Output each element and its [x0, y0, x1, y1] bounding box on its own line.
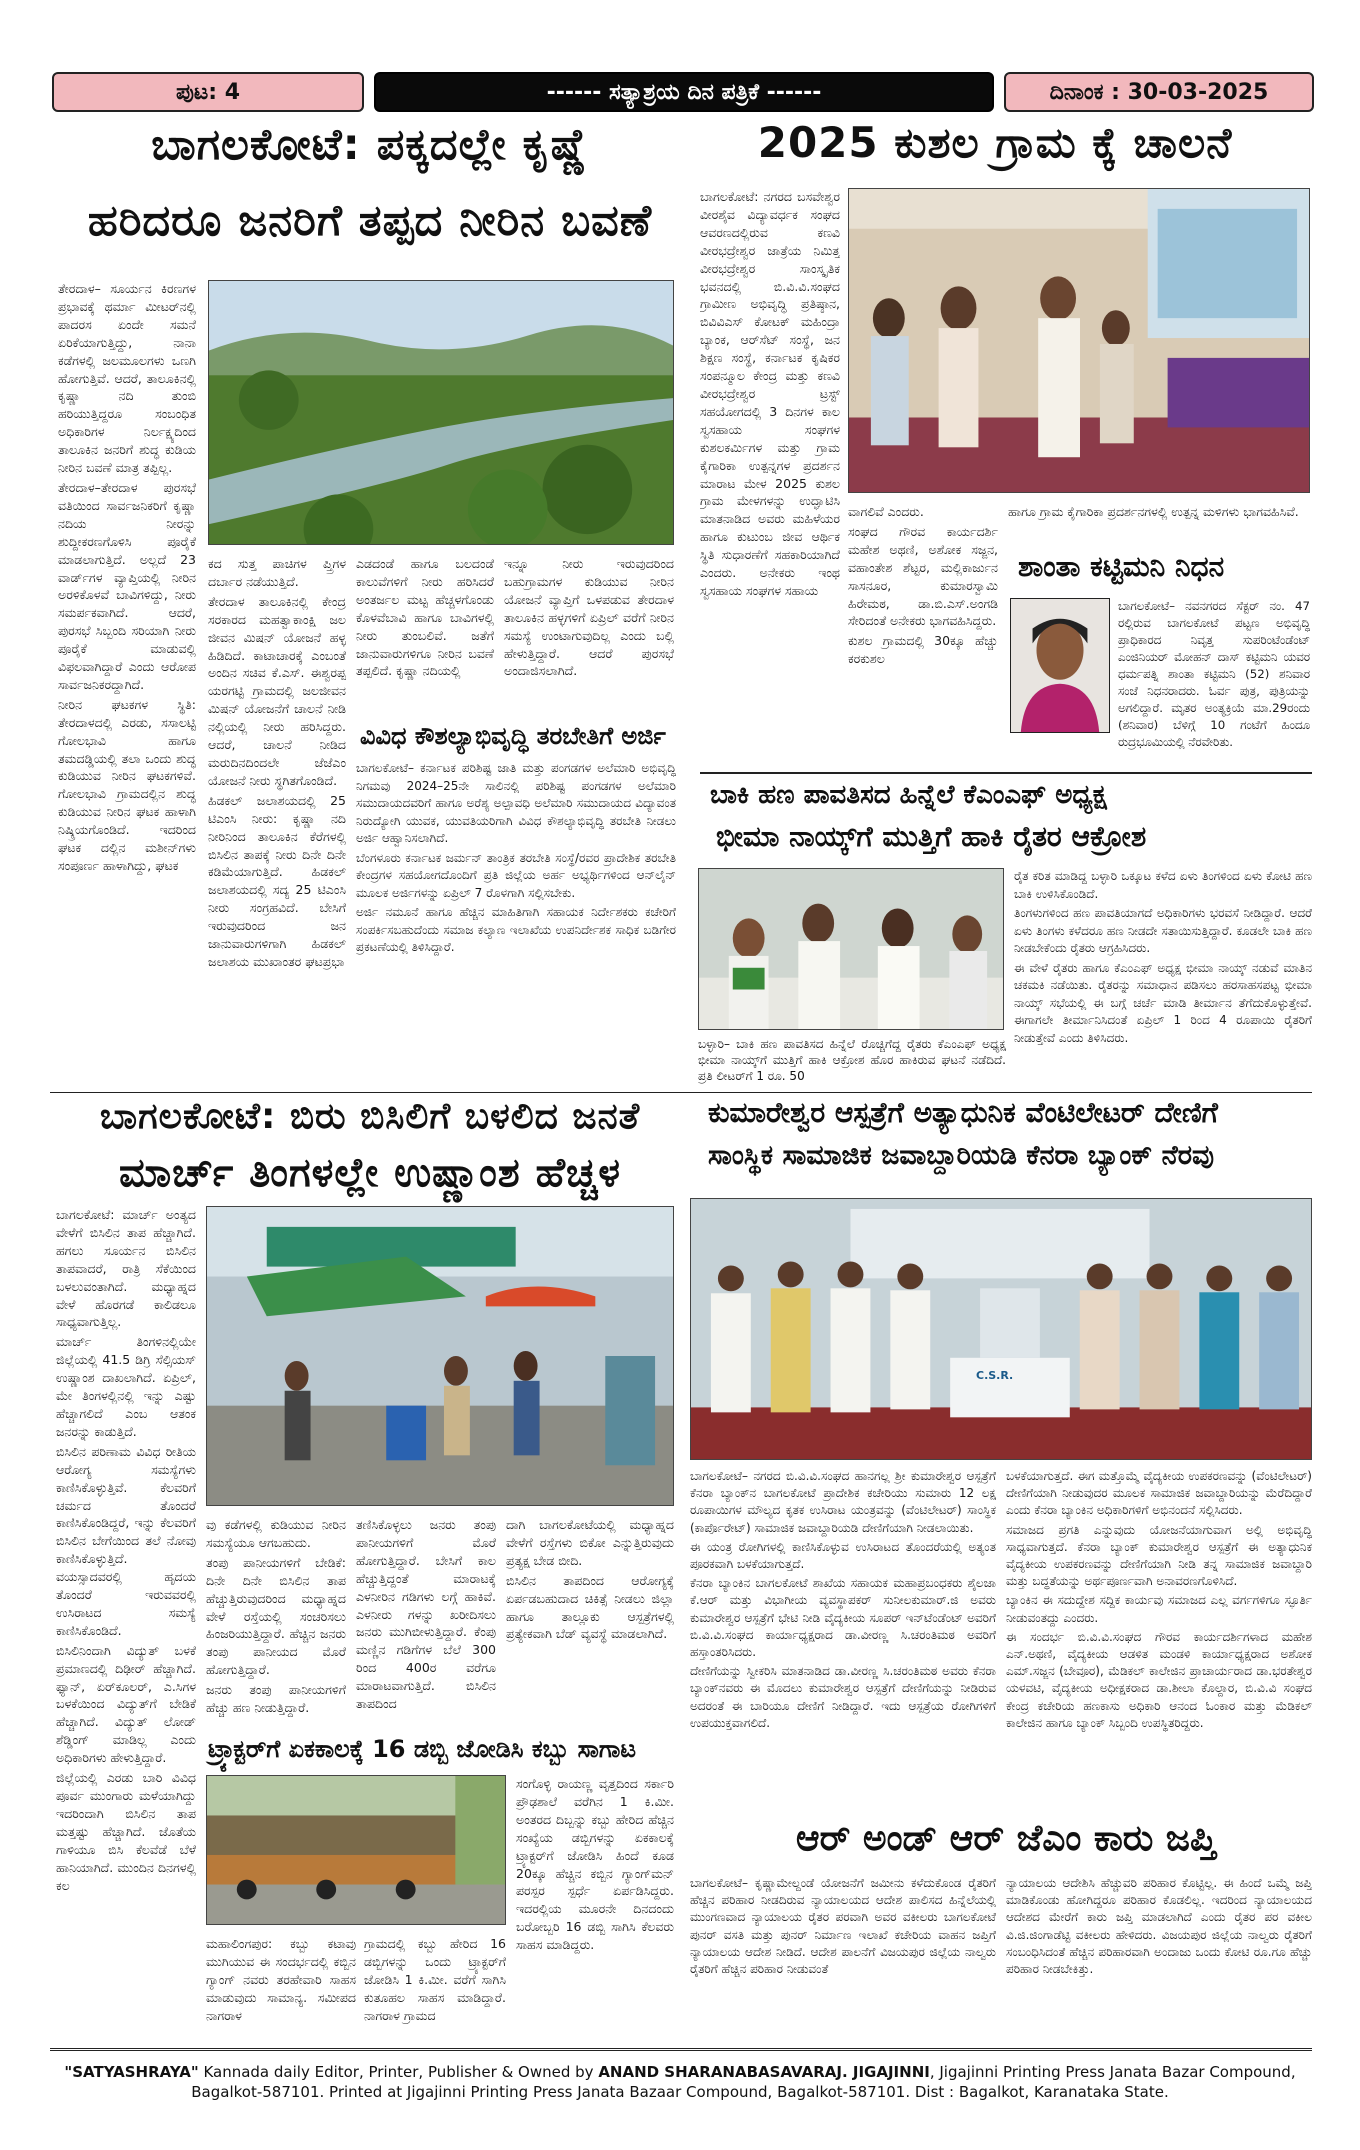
river-photo: [208, 280, 674, 545]
imprint-footer: [60, 2062, 1300, 2102]
page-number-box: [52, 72, 364, 112]
krishna-column-4: [504, 555, 674, 710]
ventilator-headline-2: ಸಾಂಸ್ಥಿಕ ಸಾಮಾಜಿಕ ಜವಾಬ್ದಾರಿಯಡಿ ಕೆನರಾ ಬ್ಯಾಂಕ್ ನೆರವು: [708, 1140, 1215, 1171]
ventilator-c2-p4: ಈ ಸಂದರ್ಭ ಬಿ.ವಿ.ವಿ.ಸಂಘದ ಗೌರವ ಕಾರ್ಯದರ್ಶಿಗಳಾದ ಮಹೇಶ ಎನ್.ಅಥಣಿ, ವೈದ್ಯಕೀಯ ಆಡಳಿತ ಮಂಡಳಿ ಕಾರ್ಯಾಧ್ಯಕ್ಷರಾದ ಅಶೋಕ ಎಮ್.ಸಜ್ಜನ (ಬೇವೂರ), ಮೆಡಿಕಲ್ ಕಾಲೇಜಿನ ಪ್ರಾಚಾರ್ಯರಾದ ಡಾ.ಭರತೇಶ್ವರ ಯಳವಟಿ, ವೈದ್ಯಕೀಯ ಅಧೀಕ್ಷಕರಾದ ಡಾ.ಶೀಲಾ ಕೊಲ್ದಾರ, ಬಿ.ವಿ.ವಿ ಸಂಘದ ಕೇಂದ್ರ ಕಚೇರಿಯ ಹಣಕಾಸು ಅಧಿಕಾರಿ ಆನಂದ ಓಂಕಾರ ಮತ್ತು ಮೆಡಿಕಲ್ ಕಾಲೇಜಿನ ಹಾಗೂ ಬ್ಯಾಂಕ್ ಸಿಬ್ಬಂದಿ ಉಪಸ್ಥಿತರಿದ್ದರು.: [1006, 1629, 1312, 1730]
heat-c2-p3: ಜನರು ತಂಪು ಪಾನೀಯಗಳಿಗೆ ಹೆಚ್ಚು ಹಣ ನೀಡುತ್ತಿದ್ದಾರೆ.: [206, 1682, 346, 1716]
tractor-photo: [206, 1775, 506, 1925]
ventilator-c2-p1: ಬಳಕೆಯಾಗುತ್ತದೆ. ಈಗ ಮತ್ತೊಮ್ಮೆ ವೈದ್ಯಕೀಯ ಉಪಕರಣವನ್ನು (ವೆಂಟಿಲೇಟರ್) ದೇಣಿಗೆಯಾಗಿ ನೀಡುವುದರ ಮೂಲಕ ಸಾಮಾಜಿಕ ಜವಾಬ್ದಾರಿಯನ್ನು ಮೆರೆದಿದ್ದಾರೆ ಎಂದು ಕೆನರಾ ಬ್ಯಾಂಕಿನ ಅಧಿಕಾರಿಗಳಿಗೆ ಅಭಿನಂದನೆ ಸಲ್ಲಿಸಿದರು.: [1006, 1469, 1312, 1518]
ventilator-column-1: [690, 1468, 996, 1808]
kmf-p2: ತಿಂಗಳುಗಳಿಂದ ಹಣ ಪಾವತಿಯಾಗದೆ ಅಧಿಕಾರಿಗಳು ಭರವಸೆ ನೀಡಿದ್ದಾರೆ. ಆದರೆ ಏಳು ತಿಂಗಳು ಕಳೆದರೂ ಹಣ ನೀಡದೇ ಸತಾಯಿಸುತ್ತಿದ್ದಾರೆ. ಕೂಡಲೇ ಬಾಕಿ ಹಣ ನೀಡಬೇಕೆಂದು ರೈತರು ಆಗ್ರಹಿಸಿದರು.: [1014, 906, 1312, 955]
exhibition-photo: [848, 188, 1310, 493]
kmf-headline-2: ಭೀಮಾ ನಾಯ್ಕ್‌ಗೆ ಮುತ್ತಿಗೆ ಹಾಕಿ ರೈತರ ಆಕ್ರೋಶ: [716, 820, 1147, 853]
kmf-caption: [698, 1036, 1006, 1088]
kmf-headline-1: ಬಾಕಿ ಹಣ ಪಾವತಿಸದ ಹಿನ್ನೆಲೆ ಕೆಎಂಎಫ್ ಅಧ್ಯಕ್ಷ: [710, 780, 1107, 810]
kmf-caption-text: ಬಳ್ಳಾರಿ– ಬಾಕಿ ಹಣ ಪಾವತಿಸದ ಹಿನ್ನೆಲೆ ರೊಚ್ಚಿಗೆದ್ದ ರೈತರು ಕೆಎಂಎಫ್ ಅಧ್ಯಕ್ಷ ಭೀಮಾ ನಾಯ್ಕ್‌ಗೆ ಮುತ್ತಿಗೆ ಹಾಕಿ ಆಕ್ರೋಶ ಹೊರ ಹಾಕಿರುವ ಘಟನೆ ನಡೆದಿದೆ. ಪ್ರತಿ ಲೀಟರ್‌ಗೆ 1 ರೂ. 50: [698, 1037, 1006, 1083]
kmf-p3: ಈ ವೇಳೆ ರೈತರು ಹಾಗೂ ಕೆಎಂಎಫ್ ಅಧ್ಯಕ್ಷ ಭೀಮಾ ನಾಯ್ಕ್ ನಡುವೆ ಮಾತಿನ ಚಕಮಕಿ ನಡೆಯಿತು. ರೈತರನ್ನು ಸಮಾಧಾನ ಪಡಿಸಲು ಹರಸಾಹಸಪಟ್ಟ ಭೀಮಾ ನಾಯ್ಕ್ ಸಭೆಯಲ್ಲಿ ಈ ಬಗ್ಗೆ ಚರ್ಚೆ ಮಾಡಿ ತೀರ್ಮಾನ ತೆಗೆದುಕೊಳ್ಳುತ್ತೇವೆ. ಈಗಾಗಲೇ ತೀರ್ಮಾನಿಸಿದಂತೆ ಏಪ್ರಿಲ್ 1 ರಿಂದ 4 ರೂಪಾಯಿ ರೈತರಿಗೆ ನೀಡುತ್ತೇವೆ ಎಂದು ತಿಳಿಸಿದರು.: [1014, 960, 1312, 1045]
masthead-box: [374, 72, 994, 112]
heat-c1-p1: ಬಾಗಲಕೋಟೆ: ಮಾರ್ಚ್ ಅಂತ್ಯದ ವೇಳೆಗೆ ಬಿಸಿಲಿನ ತಾಪ ಹೆಚ್ಚಾಗಿದೆ. ಹಗಲು ಸೂರ್ಯನ ಬಿಸಿಲಿನ ತಾಪವಾದರೆ, ರಾತ್ರಿ ಸೆಕೆಯಿಂದ ಬಳಲುವಂತಾಗಿದೆ. ಮಧ್ಯಾಹ್ನದ ವೇಳೆ ಹೊರಗಡೆ ಕಾಲಿಡಲೂ ಸಾಧ್ಯವಾಗುತ್ತಿಲ್ಲ.: [56, 1207, 196, 1330]
krishna-c4-p1: ಇನ್ನೂ ನೀರು ಇರುವುದರಿಂದ ಬಹುಗ್ರಾಮಗಳ ಕುಡಿಯುವ ನೀರಿನ ಯೋಜನೆ ವ್ಯಾಪ್ತಿಗೆ ಒಳಪಡುವ ತೇರದಾಳ ತಾಲೂಕಿನ ಹಳ್ಳಗಳಿಗೆ ಏಪ್ರಿಲ್ ವರೆಗೆ ನೀರಿನ ಸಮಸ್ಯೆ ಉಂಟಾಗುವುದಿಲ್ಲ ಎಂದು ಬಲ್ಲಿ ಹೇಳುತ್ತಿದ್ದಾರೆ. ಆದರೆ ಪುರಸಭೆ ಅಂದಾಜಿಸಲಾಗಿದೆ.: [504, 556, 674, 679]
imprint-text-a: Kannada daily Editor, Printer, Publisher & Owned by: [198, 2063, 599, 2081]
heat-headline-2: ಮಾರ್ಚ್ ತಿಂಗಳಲ್ಲೇ ಉಷ್ಣಾಂಶ ಹೆಚ್ಚಳ: [119, 1150, 621, 1196]
masthead-title: ------ ಸತ್ಯಾಶ್ರಯ ದಿನ ಪತ್ರಿಕೆ ------: [546, 79, 822, 105]
ventilator-column-2: [1006, 1468, 1312, 1808]
krishna-headline-2: ಹರಿದರೂ ಜನರಿಗೆ ತಪ್ಪದ ನೀರಿನ ಬವಣೆ: [87, 196, 653, 246]
obituary-headline: ಶಾಂತಾ ಕಟ್ಟಿಮನಿ ನಿಧನ: [1018, 550, 1225, 583]
imprint-line-2: Bagalkot-587101. Printed at Jigajinni Printing Press Janata Bazaar Compound, Bagalkot-587101. Dist : Bagalkot, Karanataka State.: [191, 2083, 1169, 2101]
footer-rule: [50, 2048, 1312, 2051]
tractor-text-3: ಗ್ರಾಮದಲ್ಲಿ ಕಬ್ಬು ಹೇರಿದ 16 ಡಬ್ಬಿಗಳನ್ನು ಒಂದು ಟ್ರ್ಯಾಕ್ಟರ್‌ಗೆ ಜೋಡಿಸಿ 1 ಕಿ.ಮೀ. ವರೆಗೆ ಸಾಗಿಸಿ ಕುತೂಹಲ ಸಾಹಸ ಮಾಡಿದ್ದಾರೆ. ನಾಗರಾಳ ಗ್ರಾಮದ: [364, 1936, 506, 2023]
ventilator-headline-1: ಕುಮಾರೇಶ್ವರ ಆಸ್ಪತ್ರೆಗೆ ಅತ್ಯಾಧುನಿಕ ವೆಂಟಿಲೇಟರ್ ದೇಣಿಗೆ: [708, 1096, 1218, 1129]
ventilator-c1-p2: ಈ ಯಂತ್ರ ರೋಗಿಗಳಲ್ಲಿ ಕಾಣಿಸಿಕೊಳ್ಳುವ ಉಸಿರಾಟದ ತೊಂದರೆಯಲ್ಲಿ ಅತ್ಯಂತ ಪೂರಕವಾಗಿ ಬಳಕೆಯಾಗುತ್ತದೆ.: [690, 1539, 996, 1572]
tractor-column-right: [516, 1775, 674, 2025]
obituary-body: [1118, 598, 1310, 768]
krishna-column-1: [58, 280, 196, 980]
obituary-portrait: [1010, 598, 1110, 733]
skill-p3: ಅರ್ಜಿ ನಮೂನೆ ಹಾಗೂ ಹೆಚ್ಚಿನ ಮಾಹಿತಿಗಾಗಿ ಸಹಾಯಕ ನಿರ್ದೇಶಕರು ಕಚೇರಿಗೆ ಸಂಪರ್ಕಿಸಬಹುದೆಂದು ಸಮಾಜ ಕಲ್ಯಾಣ ಇಲಾಖೆಯ ಉಪನಿರ್ದೇಶಕ ಸಾಧಿಕ ಬಡಿಗೇರ ಪ್ರಕಟಣೆಯಲ್ಲಿ ತಿಳಿಸಿದ್ದಾರೆ.: [356, 905, 676, 954]
rrjm-c2-text: ನ್ಯಾಯಾಲಯ ಆದೇಶಿಸಿ ಹೆಚ್ಚುವರಿ ಪರಿಹಾರ ಕೊಟ್ಟಿಲ್ಲ. ಈ ಹಿಂದೆ ಒಮ್ಮೆ ಜಪ್ತಿ ಮಾಡಿಕೊಂಡು ಹೋಗಿದ್ದರೂ ಪರಿಹಾರ ಕೊಡಲಿಲ್ಲ. ಇದರಿಂದ ನ್ಯಾಯಾಲಯದ ಆದೇಶದ ಮೇರೆಗೆ ಕಾರು ಜಪ್ತಿ ಮಾಡಲಾಗಿದೆ ಎಂದು ರೈತರ ಪರ ವಕೀಲ ವಿ.ಜಿ.ಜಿಂಗಾಡೆಟ್ಟಿ ವಕೀಲರು ಹೇಳಿದರು. ವಿಜಯಪುರ ಜಿಲ್ಲೆಯ ನಾಲ್ವರು ರೈತರಿಗೆ ಸಂಬಂಧಿಸಿದಂತೆ ಹೆಚ್ಚಿನ ಪರಿಹಾರವಾಗಿ ಅಂದಾಜು ಒಂದು ಕೋಟಿ ರೂ.ಗೂ ಹೆಚ್ಚು ಪರಿಹಾರ ನೀಡಬೇಕಿತ್ತು.: [1006, 1876, 1312, 1977]
rrjm-headline: ಆರ್ ಅಂಡ್ ಆರ್ ಜೆಎಂ ಕಾರು ಜಪ್ತಿ: [795, 1818, 1217, 1859]
csr-banner: C.S.R.: [976, 1369, 1014, 1382]
rrjm-column-1: [690, 1875, 996, 2035]
tractor-column-2: [364, 1935, 506, 2025]
heat-headline-1: ಬಾಗಲಕೋಟೆ: ಬಿರು ಬಿಸಿಲಿಗೆ ಬಳಲಿದ ಜನತೆ: [99, 1096, 641, 1137]
krishna-c1-p1: ತೇರದಾಳ– ಸೂರ್ಯನ ಕಿರಣಗಳ ಪ್ರಭಾವಕ್ಕೆ ಥರ್ಮಾ ಮೀಟರ್‌ನಲ್ಲಿ ಪಾದರಸ ಏಂದೇ ಸಮನೆ ಏರಿಕೆಯಾಗುತ್ತಿದ್ದು, ನಾನಾ ಕಡೆಗಳಲ್ಲಿ ಜಲಮೂಲಗಳು ಒಣಗಿ ಹೋಗುತ್ತಿವೆ. ಆದರೆ, ತಾಲೂಕಿನಲ್ಲಿ ಕೃಷ್ಣಾ ನದಿ ತುಂಬಿ ಹರಿಯುತ್ತಿದ್ದರೂ ಸಂಬಂಧಿತ ಅಧಿಕಾರಿಗಳ ನಿರ್ಲಕ್ಷ್ಯದಿಂದ ತಾಲೂಕಿನ ಜನರಿಗೆ ಶುದ್ಧ ಕುಡಿಯ ನೀರಿನ ಬವಣೆ ಮಾತ್ರ ತಪ್ಪಿಲ್ಲ.: [58, 281, 196, 476]
krishna-column-2: [208, 555, 346, 980]
heat-column-4: [506, 1516, 674, 1731]
ventilator-c2-p2: ಸಮಾಜದ ಪ್ರಗತಿ ಎನ್ನುವುದು ಯೋಜನೆಯಾಗುವಾಗ ಅಲ್ಲಿ ಅಭಿವೃದ್ಧಿ ಸಾಧ್ಯವಾಗುತ್ತದೆ. ಕೆನರಾ ಬ್ಯಾಂಕ್ ಕುಮಾರೇಶ್ವರ ಆಸ್ಪತ್ರೆಗೆ ಈ ಅತ್ಯಾಧುನಿಕ ವೈದ್ಯಕೀಯ ಉಪಕರಣವನ್ನು ದೇಣಿಗೆಯಾಗಿ ನೀಡಿ ತನ್ನ ಸಾಮಾಜಿಕ ಜವಾಬ್ದಾರಿ ಮತ್ತು ಬದ್ಧತೆಯನ್ನು ಅರ್ಥಪೂರ್ಣವಾಗಿ ಅನಾವರಣಗೊಳಿಸಿದೆ.: [1006, 1522, 1312, 1589]
ventilator-c2-p3: ಬ್ಯಾಂಕಿನ ಈ ಸದುದ್ದೇಶ ಸದ್ದಿಕ ಕಾರ್ಯವು ಸಮಾಜದ ಎಲ್ಲ ವರ್ಗಗಳಿಗೂ ಸ್ಫೂರ್ತಿ ನೀಡುವಂತದ್ದು ಎಂದರು.: [1006, 1593, 1312, 1625]
heat-c2-p1: ವು ಕಡೆಗಳಲ್ಲಿ ಕುಡಿಯುವ ನೀರಿನ ಸಮಸ್ಯೆಯೂ ಆಗಬಹುದು.: [206, 1517, 346, 1550]
krishna-headline-1: ಬಾಗಲಕೋಟೆ: ಪಕ್ಕದಲ್ಲೇ ಕೃಷ್ಣೆ: [151, 120, 589, 170]
kushala-caption: [1008, 503, 1310, 539]
heat-c4-p1: ದಾಗಿ ಬಾಗಲಕೋಟೆಯಲ್ಲಿ ಮಧ್ಯಾಹ್ನದ ವೇಳೆಗೆ ರಸ್ತೆಗಳು ಬಿಕೋ ಎನ್ನುತ್ತಿರುವುದು ಪ್ರತ್ಯಕ್ಷ ಬೇಡ ಬೀದಿ.: [506, 1517, 674, 1568]
tractor-text-1: ಸಂಗೊಳ್ಳಿ ರಾಯಣ್ಣ ವೃತ್ತದಿಂದ ಸರ್ಕಾರಿ ಪ್ರೌಢಶಾಲೆ ವರೆಗಿನ 1 ಕಿ.ಮೀ. ಅಂತರದ ದಿಬ್ಬನ್ನು ಕಬ್ಬು ಹೇರಿದ ಹೆಚ್ಚಿನ ಸಂಖ್ಯೆಯ ಡಬ್ಬಿಗಳನ್ನು ಏಕಕಾಲಕ್ಕೆ ಟ್ರ್ಯಾಕ್ಟರ್‌ಗೆ ಜೋಡಿಸಿ ಹಿಂದೆ ಕೂಡ 20ಕ್ಕೂ ಹೆಚ್ಚಿನ ಕಬ್ಬಿನ ಗ್ಯಾಂಗ್‌ಮನ್‌ ಪರಸ್ಪರ ಸ್ಪರ್ಧೆ ಏರ್ಪಡಿಸಿದ್ದರು. ಇದರಲ್ಲಿಯ ಮೂರನೇ ದಿನದಂದು ಬರೋಬ್ಬರಿ 16 ಡಬ್ಬಿ ಸಾಗಿಸಿ ಕೆಲವರು ಸಾಹಸ ಮಾಡಿದ್ದರು.: [516, 1776, 674, 1953]
heat-c3-p1: ತಣಿಸಿಕೊಳ್ಳಲು ಜನರು ತಂಪು ಪಾನೀಯಗಳಿಗೆ ಮೊರೆ ಹೋಗುತ್ತಿದ್ದಾರೆ. ಬೇಸಿಗೆ ಕಾಲ ಹೆಚ್ಚುತ್ತಿದ್ದಂತೆ ಮಾರಾಟಕ್ಕೆ ಎಳನೀರಿನ ಗಡಿಗಳು ಲಗ್ಗೆ ಹಾಕಿವೆ. ಎಳನೀರು ಗಳನ್ನು ಖರೀದಿಸಲು ಜನರು ಮುಗಿಬೀಳುತ್ತಿದ್ದಾರೆ. ಕೆಂಪು ಮಣ್ಣಿನ ಗಡಿಗೆಗಳ ಬೆಲೆ 300 ರಿಂದ 400ರ ವರೆಗೂ ಮಾರಾಟವಾಗುತ್ತಿದೆ. ಬಿಸಿಲಿನ ತಾಪದಿಂದ: [356, 1517, 496, 1712]
rrjm-column-2: [1006, 1875, 1312, 2035]
kmf-p1: ರೈತ ಕರಿತ ಮಾಡಿದ್ದ ಬಳ್ಳಾರಿ ಒಕ್ಕೂಟ ಕಳೆದ ಏಳು ತಿಂಗಳಿಂದ ಏಳು ಕೋಟಿ ಹಣ ಬಾಕಿ ಉಳಿಸಿಕೊಂಡಿದೆ.: [1014, 869, 1312, 901]
krishna-c2-p2: ತೇರದಾಳ ತಾಲೂಕಿನಲ್ಲಿ ಕೇಂದ್ರ ಸರಕಾರದ ಮಹತ್ವಾಕಾಂಕ್ಷಿ ಜಲ ಜೀವನ ಮಿಷನ್ ಯೋಜನೆ ಹಳ್ಳ ಹಿಡಿದಿದೆ. ಕಾಟಾಚಾರಕ್ಕೆ ಎಂಬಂತೆ ಅಂದಿನ ಸಚಿವ ಕೆ.ಎಸ್. ಈಶ್ವರಪ್ಪ ಯರಗಟ್ಟಿ ಗ್ರಾಮದಲ್ಲಿ ಜಲಜೀವನ ಮಿಷನ್ ಯೋಜನೆಗೆ ಚಾಲನೆ ನೀಡಿ ನಲ್ಲಿಯಲ್ಲಿ ನೀರು ಹರಿಸಿದ್ದರು. ಆದರೆ, ಚಾಲನೆ ನೀಡಿದ ಮರುದಿನದಿಂದಲೇ ಜೆಜೆಎಂ ಯೋಜನೆ ನೀರು ಸ್ಥಗಿತಗೊಂಡಿದೆ.: [208, 593, 346, 788]
tractor-headline: ಟ್ರ್ಯಾಕ್ಟರ್‌ಗೆ ಏಕಕಾಲಕ್ಕೆ 16 ಡಬ್ಬಿ ಜೋಡಿಸಿ ಕಬ್ಬು ಸಾಗಾಟ: [208, 1735, 637, 1763]
ventilator-c1-p1: ಬಾಗಲಕೋಟೆ– ನಗರದ ಬಿ.ವಿ.ವಿ.ಸಂಘದ ಹಾನಗಲ್ಲ ಶ್ರೀ ಕುಮಾರೇಶ್ವರ ಆಸ್ಪತ್ರೆಗೆ ಕೆನರಾ ಬ್ಯಾಂಕ್‌ನ ಬಾಗಲಕೋಟೆ ಪ್ರಾದೇಶಿಕ ಕಚೇರಿಯು ಸುಮಾರು 12 ಲಕ್ಷ ರೂಪಾಯಿಗಳ ಮೌಲ್ಯದ ಕೃತಕ ಉಸಿರಾಟ ಯಂತ್ರವನ್ನು (ವೆಂಟಿಲೇಟರ್) ಸಾಂಸ್ಥಿಕ (ಕಾರ್ಪೊರೇಟ್) ಸಾಮಾಜಿಕ ಜವಾಬ್ದಾರಿಯಡಿ ದೇಣಿಗೆಯಾಗಿ ನೀಡಲಾಯಿತು.: [690, 1469, 996, 1535]
ventilator-donation-photo: [690, 1198, 1312, 1460]
tractor-column-1: [206, 1935, 356, 2025]
skill-headline: ವಿವಿಧ ಕೌಶಲ್ಯಾಭಿವೃದ್ಧಿ ತರಬೇತಿಗೆ ಅರ್ಜಿ: [360, 722, 666, 750]
skill-p1: ಬಾಗಲಕೋಟೆ– ಕರ್ನಾಟಕ ಪರಿಶಿಷ್ಟ ಜಾತಿ ಮತ್ತು ಪಂಗಡಗಳ ಅಲೆಮಾರಿ ಅಭಿವೃದ್ಧಿ ನಿಗಮವು 2024–25ನೇ ಸಾಲಿನಲ್ಲಿ ಪರಿಶಿಷ್ಟ ಪಂಗಡಗಳ ಅಲೆಮಾರಿ ಸಮುದಾಯದವರಿಗೆ ಹಾಗೂ ಅರೆಶ್ಯ ಅಲ್ಪಾವಧಿ ಅಲೆಮಾರಿ ಸಮುದಾಯದ ವಿದ್ಯಾವಂತ ನಿರುದ್ಯೋಗಿ ಯುವಕ, ಯುವತಿಯರಿಗಾಗಿ ವಿವಿಧ ಕೌಶಲ್ಯಾಭಿವೃದ್ಧಿ ತರಬೇತಿ ನೀಡಲು ಅರ್ಜಿ ಆಹ್ವಾನಿಸಲಾಗಿದೆ.: [356, 761, 676, 845]
kushala-c2-p1: ವಾಗಲಿವೆ ಎಂದರು.: [848, 504, 924, 519]
imprint-line-1: [60, 2062, 1300, 2082]
skill-body: [356, 760, 676, 1040]
ventilator-c1-p3: ಕೆನರಾ ಬ್ಯಾಂಕಿನ ಬಾಗಲಕೋಟೆ ಶಾಖೆಯ ಸಹಾಯಕ ಮಹಾಪ್ರಬಂಧಕರು ಶೈಲಜಾ ಕೆ.ಆರ್ ಮತ್ತು ವಿಭಾಗೀಯ ವ್ಯವಸ್ಥಾಪಕರ್ ಸುನೀಲಕುಮಾರ್.ಜಿ ಅವರು ಕುಮಾರೇಶ್ವರ ಆಸ್ಪತ್ರೆಗೆ ಭೇಟಿ ನೀಡಿ ವೈದ್ಯಕೀಯ ಸೂಪರ್ ಇನ್‌ಟೆಂಡೆಂಟ್ ಅವರಿಗೆ ಬಿ.ವಿ.ವಿ.ಸಂಘದ ಕಾರ್ಯಾಧ್ಯಕ್ಷರಾದ ಡಾ.ವೀರಣ್ಣ ಸಿ.ಚರಂತಿಮಠ ಅವರಿಗೆ ಹಸ್ತಾಂತರಿಸಿದರು.: [690, 1576, 996, 1660]
kushala-column-2: [848, 503, 998, 768]
owner-name: ANAND SHARANABASAVARAJ. JIGAJINNI: [598, 2063, 930, 2081]
tractor-text-2: ಮಹಾಲಿಂಗಪುರ: ಕಬ್ಬು ಕಟಾವು ಮುಗಿಯುವ ಈ ಸಂದರ್ಭದಲ್ಲಿ ಕಬ್ಬಿನ ಗ್ಯಾಂಗ್ ನವರು ತರಹೇವಾರಿ ಸಾಹಸ ಮಾಡುವುದು ಸಾಮಾನ್ಯ. ಸಮೀಪದ ನಾಗರಾಳ: [206, 1936, 356, 2023]
skill-p2: ಬೆಂಗಳೂರು ಕರ್ನಾಟಕ ಜರ್ಮನ್ ತಾಂತ್ರಿಕ ತರಬೇತಿ ಸಂಸ್ಥೆ/ರವರ ಪ್ರಾದೇಶಿಕ ತರಬೇತಿ ಕೇಂದ್ರಗಳ ಸಹಯೋಗದೊಂದಿಗೆ ಪ್ರತಿ ಜಿಲ್ಲೆಯ ಅರ್ಹ ಅಭ್ಯರ್ಥಿಗಳಿಂದ ಆನ್‌ಲೈನ್ ಮೂಲಕ ಅರ್ಜಿಗಳನ್ನು ಏಪ್ರಿಲ್ 7 ರೊಳಗಾಗಿ ಸಲ್ಲಿಸಬೇಕು.: [356, 850, 676, 900]
heat-column-2: [206, 1516, 346, 1731]
krishna-c2-p1: ಕದ ಸುತ್ತ ಪಾಚಿಗಳ ಪ್ತ್ರಿಗಳ ದರ್ಬಾರ ನಡೆಯುತ್ತಿದೆ.: [208, 556, 346, 589]
krishna-c1-p3: ನೀರಿನ ಘಟಕಗಳ ಸ್ಥಿತಿ: ತೇರದಾಳದಲ್ಲಿ ಎರಡು, ಸಸಾಲಟ್ಟಿ ಗೋಲಭಾವಿ ಹಾಗೂ ತಮದಡ್ಡಿಯಲ್ಲಿ ತಲಾ ಒಂದು ಶುದ್ಧ ಕುಡಿಯುವ ನೀರಿನ ಘಟಕಗಳಿವೆ. ಗೋಲಭಾವಿ ಗ್ರಾಮದಲ್ಲಿನ ಶುದ್ಧ ಕುಡಿಯುವ ನೀರಿನ ಘಟಕ ಹಾಳಾಗಿ ನಿಷ್ಕ್ರಿಯಗೊಂಡಿದೆ. ಇದರಿಂದ ಘಟಕ ದಲ್ಲಿನ ಮಶೀನ್‌ಗಳು ಸಂಪೂರ್ಣ ಹಾಳಾಗಿದ್ದು, ಘಟಕ: [58, 696, 196, 873]
krishna-c2-p3: ಹಿಡಕಲ್ ಜಲಾಶಯದಲ್ಲಿ 25 ಟಿಎಂಸಿ ನೀರು: ಕೃಷ್ಣಾ ನದಿ ನೀರಿನಿಂದ ತಾಲೂಕಿನ ಕೆರೆಗಳಲ್ಲಿ ಬಿಸಿಲಿನ ತಾಪಕ್ಕೆ ನೀರು ದಿನೇ ದಿನೇ ಕಡಿಮೆಯಾಗುತ್ತಿದೆ. ಹಿಡಕಲ್ ಜಲಾಶಯದಲ್ಲಿ ಸದ್ಯ 25 ಟಿಎಂಸಿ ನೀರು ಸಂಗ್ರಹವಿದೆ. ಬೇಸಿಗೆ ಇರುವುದರಿಂದ ಜನ ಜಾನುವಾರುಗಳಿಗಾಗಿ ಹಿಡಕಲ್ ಜಲಾಶಯ ಮುಖಾಂತರ ಘಟಪ್ರಭಾ: [208, 792, 346, 969]
divider: [50, 1092, 1312, 1093]
obituary-text: ಬಾಗಲಕೋಟೆ– ನವನಗರದ ಸೆಕ್ಟರ್ ನಂ. 47 ರಲ್ಲಿರುವ ಬಾಗಲಕೋಟೆ ಪಟ್ಟಣ ಅಭಿವೃದ್ಧಿ ಪ್ರಾಧಿಕಾರದ ನಿವೃತ್ತ ಸುಪರಿಂಟೆಂಡೆಂಟ್ ಎಂಜಿನಿಯರ್ ಮೋಹನ್ ದಾಸ್ ಕಟ್ಟಿಮನಿ ಯವರ ಧರ್ಮಪತ್ನಿ ಶಾಂತಾ ಕಟ್ಟಿಮನಿ (52) ಶನಿವಾರ ಸಂಜೆ ನಿಧನರಾದರು. ಓರ್ವ ಪುತ್ರ, ಪುತ್ರಿಯನ್ನು ಅಗಲಿದ್ದಾರೆ. ಮೃತರ ಅಂತ್ಯಕ್ರಿಯೆ ಮಾ.29ರಂದು (ಶನಿವಾರ) ಬೆಳಿಗ್ಗೆ 10 ಗಂಟೆಗೆ ಹಿಂದೂ ರುದ್ರಭೂಮಿಯಲ್ಲಿ ನೆರವೇರಿತು.: [1118, 599, 1310, 749]
heat-column-3: [356, 1516, 496, 1731]
heat-c1-p5: ಜಿಲ್ಲೆಯಲ್ಲಿ ಎರಡು ಬಾರಿ ವಿವಿಧ ಪೂರ್ವ ಮುಂಗಾರು ಮಳೆಯಾಗಿದ್ದು ಇದರಿಂದಾಗಿ ಬಿಸಿಲಿನ ತಾಪ ಮತ್ತಷ್ಟು ಹೆಚ್ಚಾಗಿದೆ. ಜೊತೆಯ ಗಾಳಿಯೂ ಬಿಸಿ ಕೆಲವೆಡೆ ಬೆಳೆ ಹಾನಿಯಾಗಿದೆ. ಮುಂದಿನ ದಿನಗಳಲ್ಲಿ ಕಲ: [56, 1770, 196, 1893]
heat-c4-p2: ಬಿಸಿಲಿನ ತಾಪದಿಂದ ಆರೋಗ್ಯಕ್ಕೆ ಏರ್ಪಡಬಹುದಾದ ಚಿಕಿತ್ಸೆ ನೀಡಲು ಜಿಲ್ಲಾ ಹಾಗೂ ತಾಲ್ಲೂಕು ಆಸ್ಪತ್ರೆಗಳಲ್ಲಿ ಪ್ರತ್ಯೇಕವಾಗಿ ಬೆಡ್ ವ್ಯವಸ್ಥೆ ಮಾಡಲಾಗಿದೆ.: [506, 1572, 674, 1642]
kmf-body: [1014, 868, 1312, 1088]
divider: [700, 772, 1312, 774]
krishna-c3-p1: ಎಡದಂಡೆ ಹಾಗೂ ಬಲದಂಡೆ ಕಾಲುವೆಗಳಿಗೆ ನೀರು ಹರಿಸಿದರೆ ಅಂತರ್ಜಲ ಮಟ್ಟ ಹೆಚ್ಚಳಗೊಂಡು ಕೊಳವೆಬಾವಿ ಹಾಗೂ ಬಾವಿಗಳಲ್ಲಿ ನೀರು ತುಂಬಲಿವೆ. ಜತೆಗೆ ಜಾನುವಾರುಗಳಿಗೂ ನೀರಿನ ಬವಣೆ ತಪ್ಪಲಿದೆ. ಕೃಷ್ಣಾ ನದಿಯಲ್ಲಿ: [356, 556, 494, 679]
imprint-text-b: , Jigajinni Printing Press Janata Bazar Compound,: [929, 2063, 1296, 2081]
krishna-column-3: [356, 555, 494, 710]
heat-c1-p4: ಬಿಸಿಲಿನಿಂದಾಗಿ ವಿದ್ಯುತ್ ಬಳಕೆ ಪ್ರಮಾಣದಲ್ಲಿ ದಿಢೀರ್ ಹೆಚ್ಚಾಗಿದೆ. ಫ್ಯಾನ್, ಏರ್‌ಕೂಲರ್, ಎ.ಸಿಗಳ ಬಳಕೆಯಿಂದ ವಿದ್ಯುತ್‌ಗೆ ಬೇಡಿಕೆ ಹೆಚ್ಚಾಗಿದೆ. ವಿದ್ಯುತ್ ಲೋಡ್ ಶೆಡ್ಡಿಂಗ್ ಮಾಡಿಲ್ಲ ಎಂದು ಅಧಿಕಾರಿಗಳು ಹೇಳುತ್ತಿದ್ದಾರೆ.: [56, 1642, 196, 1766]
issue-date: ದಿನಾಂಕ : 30-03-2025: [1049, 79, 1269, 105]
kushala-caption-text: ಹಾಗೂ ಗ್ರಾಮ ಕೈಗಾರಿಕಾ ಪ್ರದರ್ಶನಗಳಲ್ಲಿ ಉತ್ಪನ್ನ ಮಳಿಗಳು ಭಾಗವಹಿಸಿವೆ.: [1008, 504, 1299, 519]
rrjm-c1-text: ಬಾಗಲಕೋಟೆ– ಕೃಷ್ಣಾಮೇಲ್ದಂಡೆ ಯೋಜನೆಗೆ ಜಮೀನು ಕಳೆದುಕೊಂಡ ರೈತರಿಗೆ ಹೆಚ್ಚಿನ ಪರಿಹಾರ ನೀಡದಿರುವ ನ್ಯಾಯಾಲಯದ ಆದೇಶ ಪಾಲಿಸದ ಹಿನ್ನೆಲೆಯಲ್ಲಿ ಮುಂಗಣವಾದ ನ್ಯಾಯಾಲಯ ರೈತರ ಪರವಾಗಿ ಅವರ ವಕೀಲರು ಬಾಗಲಕೋಟೆ ಪುನರ್ ವಸತಿ ಮತ್ತು ಪುನರ್ ನಿರ್ಮಾಣ ಇಲಾಖೆ ಕಚೇರಿಯ ವಾಹನ ಜಪ್ತಿಗೆ ನ್ಯಾಯಾಲಯ ಆದೇಶ ನೀಡಿದೆ. ಆದೇಶ ಪಾಲನೆಗೆ ವಿಜಯಪುರ ಜಿಲ್ಲೆಯ ನಾಲ್ವರು ರೈತರಿಗೆ ಹೆಚ್ಚಿನ ಪರಿಹಾರ ನೀಡುವಂತೆ: [690, 1876, 996, 1977]
kushala-c1-p1: ಬಾಗಲಕೋಟೆ: ನಗರದ ಬಸವೇಶ್ವರ ವೀರಶೈವ ವಿದ್ಯಾವರ್ಧಕ ಸಂಘದ ಆವರಣದಲ್ಲಿರುವ ಕಣವಿ ವೀರಭದ್ರೇಶ್ವರ ಜಾತ್ರೆಯ ನಿಮಿತ್ತ ವೀರಭದ್ರೇಶ್ವರ ಸಾಂಸ್ಕೃತಿಕ ಭವನದಲ್ಲಿ ಬಿ.ವಿ.ವಿ.ಸಂಘದ ಗ್ರಾಮೀಣ ಅಭಿವೃದ್ಧಿ ಪ್ರತಿಷ್ಠಾನ, ಬಿವಿವಿಎಸ್ ಕೋಟಕ್ ಮಹಿಂದ್ರಾ ಬ್ಯಾಂಕ, ಆರ್‌ಸೆಟ್ ಸಂಸ್ಥೆ, ಜನ ಶಿಕ್ಷಣ ಸಂಸ್ಥೆ, ಕರ್ನಾಟಕ ಕೃಷಿಕರ ಸಂಪನ್ಮೂಲ ಕೇಂದ್ರ ಮತ್ತು ಕಣವಿ ವೀರಭದ್ರೇಶ್ವರ ಟ್ರಸ್ಟ್ ಸಹಯೋಗದಲ್ಲಿ 3 ದಿನಗಳ ಕಾಲ ಸ್ವಸಹಾಯ ಸಂಘಗಳ ಕುಶಲಕರ್ಮಿಗಳ ಮತ್ತು ಗ್ರಾಮ ಕೈಗಾರಿಕಾ ಉತ್ಪನ್ನಗಳ ಪ್ರದರ್ಶನ ಮಾರಾಟ ಮೇಳ 2025 ಕುಶಲ ಗ್ರಾಮ ಮೇಳಗಳನ್ನು ಉದ್ಘಾಟಿಸಿ ಮಾತನಾಡಿದ ಅವರು ಮಹಿಳೆಯರ ಹಾಗೂ ಕುಟುಂಬ ಜೀವ ಆರ್ಥಿಕ ಸ್ಥಿತಿ ಸುಧಾರಣೆಗೆ ಸಹಕಾರಿಯಾಗಿದೆ ಎಂದರು. ಅನೇಕರು ಇಂಥ ಸ್ವಸಹಾಯ ಸಂಘಗಳ ಸಹಾಯ: [700, 189, 840, 598]
heat-c2-p2: ತಂಪು ಪಾನೀಯಗಳಿಗೆ ಬೇಡಿಕೆ: ದಿನೇ ದಿನೇ ಬಿಸಿಲಿನ ತಾಪ ಹೆಚ್ಚುತ್ತಿರುವುದರಿಂದ ಮಧ್ಯಾಹ್ನದ ವೇಳೆ ರಸ್ತೆಯಲ್ಲಿ ಸಂಚರಿಸಲು ಹಿಂಜರಿಯುತ್ತಿದ್ದಾರೆ. ಹೆಚ್ಚಿನ ಜನರು ತಂಪು ಪಾನೀಯದ ಮೊರೆ ಹೋಗುತ್ತಿದ್ದಾರೆ.: [206, 1554, 346, 1678]
kmf-protest-photo: [698, 868, 1004, 1030]
page-number: ಪುಟ: 4: [175, 79, 241, 105]
paper-name: "SATYASHRAYA": [64, 2063, 199, 2081]
krishna-c1-p2: ತೇರದಾಳ–ತೇರದಾಳ ಪುರಸಭೆ ವತಿಯಿಂದ ಸಾರ್ವಜನಿಕರಿಗೆ ಕೃಷ್ಣಾ ನದಿಯ ನೀರನ್ನು ಶುದ್ದೀಕರಣಗೊಳಿಸಿ ಪೂರೈಕೆ ಮಾಡಲಾಗುತ್ತಿದೆ. ಅಲ್ಲದೆ 23 ವಾರ್ಡ್‌ಗಳ ವ್ಯಾಪ್ತಿಯಲ್ಲಿ ನೀರಿನ ಅರಳಿಕೊಳವೆ ಬಾವಿಗಳಿದ್ದು, ನೀರು ಸಮರ್ಪಕವಾಗಿದೆ. ಆದರೆ, ಪುರಸಭೆ ಸಿಬ್ಬಂದಿ ಸರಿಯಾಗಿ ನೀರು ಪೂರೈಕೆ ಮಾಡುವಲ್ಲಿ ವಿಫಲವಾಗಿದ್ದಾರೆ ಎಂದು ಆರೋಪ ಸಾರ್ವಜನಿಕರದ್ದಾಗಿದೆ.: [58, 479, 196, 692]
kushala-c2-p2: ಸಂಘದ ಗೌರವ ಕಾರ್ಯದರ್ಶಿ ಮಹೇಶ ಅಥಣಿ, ಅಶೋಕ ಸಜ್ಜನ, ವಹಾಂತೇಶ ಶೆಟ್ಟರ, ಮಲ್ಲಿಕಾರ್ಜುನ ಸಾಸನೂರ, ಕುಮಾರಸ್ವಾಮಿ ಹಿರೇಮಠ, ಡಾ.ಬಿ.ಎಸ್.ಅಂಗಡಿ ಸೇರಿದಂತೆ ಅನೇಕರು ಭಾಗವಹಿಸಿದ್ದರು.: [848, 523, 998, 629]
kushala-headline: 2025 ಕುಶಲ ಗ್ರಾಮ ಕ್ಕೆ ಚಾಲನೆ: [757, 118, 1233, 167]
kushala-column-1: [700, 188, 840, 768]
street-vendors-photo: [206, 1206, 674, 1506]
ventilator-c1-p4: ದೇಣಿಗೆಯನ್ನು ಸ್ವೀಕರಿಸಿ ಮಾತನಾಡಿದ ಡಾ.ವೀರಣ್ಣ ಸಿ.ಚರಂತಿಮಠ ಅವರು ಕೆನರಾ ಬ್ಯಾಂಕ್‌ನವರು ಈ ಮೊದಲು ಕುಮಾರೇಶ್ವರ ಆಸ್ಪತ್ರೆಗೆ ದೇಣಿಗೆಯನ್ನು ನೀಡಿರುವ ಅದರಂತೆ ಈ ಬಾರಿಯೂ ದೇಣಿಗೆ ನೀಡಿದ್ದಾರೆ. ಇದು ಆಸ್ಪತ್ರೆಯ ರೋಗಿಗಳಿಗೆ ಉಪಯುಕ್ತವಾಗಲಿದೆ.: [690, 1664, 996, 1730]
date-box: [1004, 72, 1314, 112]
heat-c1-p2: ಮಾರ್ಚ್ ತಿಂಗಳಿನಲ್ಲಿಯೇ ಜಿಲ್ಲೆಯಲ್ಲಿ 41.5 ಡಿಗ್ರಿ ಸೆಲ್ಸಿಯಸ್ ಉಷ್ಣಾಂಶ ದಾಖಲಾಗಿದೆ. ಏಪ್ರಿಲ್, ಮೇ ತಿಂಗಳಲ್ಲಿನಲ್ಲಿ ಇನ್ನು ಎಷ್ಟು ಹೆಚ್ಚಾಗಲಿದೆ ಎಂಬ ಆತಂಕ ಜನರನ್ನು ಕಾಡುತ್ತಿದೆ.: [56, 1334, 196, 1439]
heat-column-1: [56, 1206, 196, 2026]
kushala-c2-p3: ಕುಶಲ ಗ್ರಾಮದಲ್ಲಿ 30ಕ್ಕೂ ಹೆಚ್ಚು ಕರಕುಶಲ: [848, 633, 998, 667]
heat-c1-p3: ಬಿಸಿಲಿನ ಪರಿಣಾಮ ವಿವಿಧ ರೀತಿಯ ಆರೋಗ್ಯ ಸಮಸ್ಯೆಗಳು ಕಾಣಿಸಿಕೊಳ್ಳುತ್ತಿವೆ. ಕೆಲವರಿಗೆ ಚರ್ಮದ ತೊಂದರೆ ಕಾಣಿಸಿಕೊಂಡಿದ್ದರೆ, ಇನ್ನು ಕೆಲವರಿಗೆ ಬಿಸಿಲಿನ ಬೇಗೆಯಿಂದ ತಲೆ ನೋವು ಕಾಣಿಸಿಕೊಳ್ಳುತ್ತಿದೆ. ವಯಸ್ಸಾದವರಲ್ಲಿ ಹೃದಯ ತೊಂದರೆ ಇರುವವರಲ್ಲಿ ಉಸಿರಾಟದ ಸಮಸ್ಯೆ ಕಾಣಿಸಿಕೊಂಡಿದೆ.: [56, 1443, 196, 1638]
